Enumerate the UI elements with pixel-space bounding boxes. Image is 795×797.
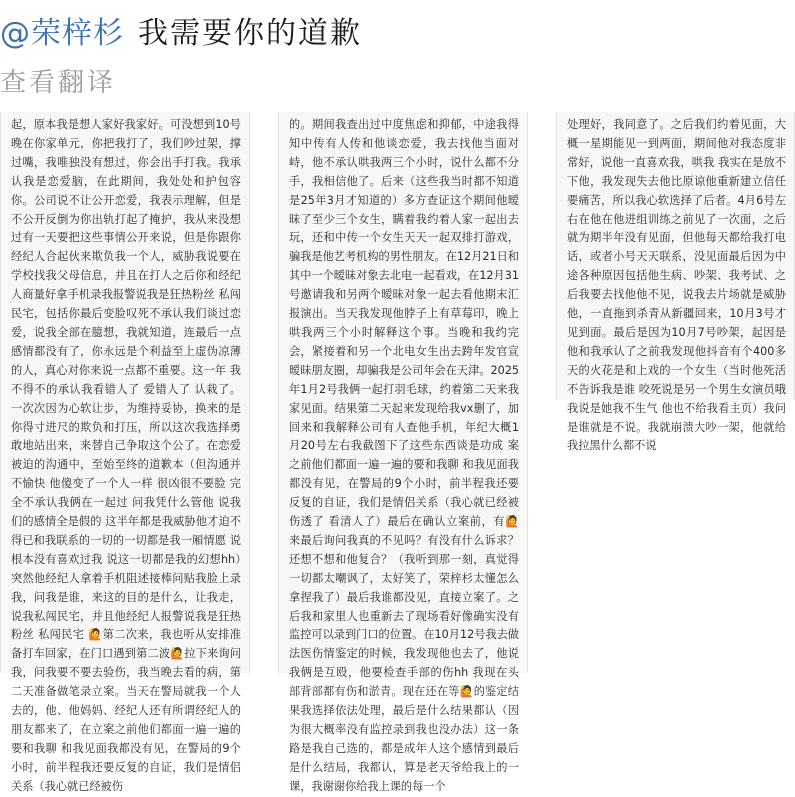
post-header — [0, 8, 362, 52]
image-gallery — [0, 112, 793, 793]
screenshot-image-2[interactable] — [278, 112, 528, 793]
screenshot-text-3: 处理好，我同意了。之后我们约着见面，大概一星期能见一到两面，期间他对我态度非常好，说他一直喜欢我，哄我 我实在是放不下他，我发现失去他比原谅他重新建立信任要痛苦，所以我心软选择了后者。4月6号左右在他在他进组训练之前见了一次面，之后就为期半年没有见面，但他每天都给我打电话，或者小号天天联系，没见面最后因为中途各种原因包括他生病、吵架、我考试、之后我要去找他他不见，说我去片场就是威胁他，一直拖到杀青从新疆回来，10月3号才见到面。最后是因为10月7号吵架，起因是他和我承认了之前我发现他抖音有个400多天的火花是和上戏的一个女生（当时他死活不告诉我是谁 咬死说是另一个男生女演员哦 我说是她我不生气 他也不给我看主页）我问是谁就是不说。我就崩溃大吵一架，他就给我拉黑什么都不说 — [567, 118, 786, 453]
screenshot-text-1: 起，原本我是想人家好我家好。可没想到10号晚在你家单元，你把我打了，我们吵过架，撑过嘴，我唯独没有想过，你会出手打我。我承认我是恋爱脑，在此期间，我处处和护包容你。公司说不让公开恋爱，我表示理解，但是不公开反倒为你出轨打起了掩护，我从来没想过有一天要把这些事情公开来说，但是你跟你经纪人合起伙来欺负我一个人，威胁我说要在学校找我父母信息，并且在打人之后你和经纪人商量好拿手机录我报警说我是狂热粉丝 私闯民宅，包括你最后变脸叹死不承认我们谈过恋爱，说我全部在臆想，我就知道，连最后一点感情都没有了，你永远是个利益至上虚伪凉薄的人，真心对你来说一点都不重要。这一年 我不得不的承认我看错人了 爱错人了 认栽了。一次次因为心软让步，为维持妥协，换来的是你得寸进尺的欺负和打压，所以这次我选择勇敢地站出来，来替自己争取这个公了。在恋爱被迫的沟通中，至始至终的道歉本（但沟通并不愉快 他傻变了一个人一样 很凶很不要脸 完全不承认我俩在一起过 问我凭什么管他 说我们的感情全是假的 这半年都是我威胁他才迫不得已和我联系的一切的一切都是我一厢情愿 说根本没有喜欢过我 说这一切都是我的幻想hh）突然他经纪人拿着手机阻述接棒问贴我脸上录我，问我是谁，来这的目的是什么，让我走，说我私闯民宅，并且他经纪人报警说我是狂热粉丝 私闯民宅 🙋第二次来，我也听从安排准备打车回家，在门口遇到第二波🙋拉下来询问我，问我要不要去验伤，我当晚去看的病，第二天准备做笔录立案。当天在警局就我一个人去的，他、他妈妈、经纪人还有所谓经纪人的朋友都来了，在立案之前他们都面一遍一遍的要和我聊 和我见面我都没有见，在警局的9个小时，前半程我还要反复的自证，我们是情侣关系（我心就已经被伤 — [11, 118, 241, 793]
translate-link[interactable]: 查看翻译 — [0, 68, 117, 98]
post-title: 我需要你的道歉 — [138, 16, 362, 51]
screenshot-text-2: 的。期间我查出过中度焦虑和抑郁，中途我得知中传有人传和他谈恋爱，我去找他当面对峙，他不承认哄我两三个小时，说什么都不分手，我相信他了。后来（这些我当时都不知道 是25年3月才知道的）多方查证这个期间他暧昧了至少三个女生，瞒着我约着人家一起出去玩，还和中传一个女生天天一起双排打游戏，骗我是他艺考机构的男性朋友。在12月21日和其中一个暧昧对象去北电一起看戏，在12月31号邀请我和另两个暧昧对象一起去看他期末汇报演出。当天我发现他脖子上有草莓印，晚上哄我两三个小时解释这个事。当晚和我约完会，紧接着和另一个北电女生出去跨年发官宣暧昧朋友圈，却骗我是公司年会在天津。2025年1月2号我俩一起打羽毛球，约着第二天来我家见面。结果第二天起来发现给我vx删了，加回来和我解释公司有人查他手机，年纪大概1月20号左右我截图下了这些东西谈是功成 案之前他们都面一遍一遍的要和我聊 和我见面我都没有见，在警局的9个小时，前半程我还要反复的自证，我们是情侣关系（我心就已经被伤透了 看清人了）最后在确认立案前，有🙋来最后询问我真的不见吗？有没有什么诉求？还想不想和他复合？（我听到那一刻，真觉得一切都太嘲讽了，太好笑了，荣梓杉太懂怎么拿捏我了）最后我谁都没见，直接立案了。之后我和家里人也重新去了现场看好像确实没有监控可以录到门口的位置。在10月12号我去做法医伤情鉴定的时候，我发现他也去了，他说我俩是互殴，他要检查手部的伤hh 我现在头部背部都有伤和淤青。现在还在等🙋的鉴定结果我选择依法处理，最后是什么结果都认（因为很大概率没有监控录到我也没办法）这一条路是我自己选的，都是成年人这个感情到最后是什么结局，我都认，算是老天爷给我上的一课，我谢谢你给我上课的每一个 — [289, 118, 519, 793]
screenshot-image-3[interactable] — [556, 112, 795, 453]
screenshot-image-1[interactable] — [0, 112, 250, 793]
mention-link[interactable]: @荣梓杉 — [0, 16, 124, 51]
